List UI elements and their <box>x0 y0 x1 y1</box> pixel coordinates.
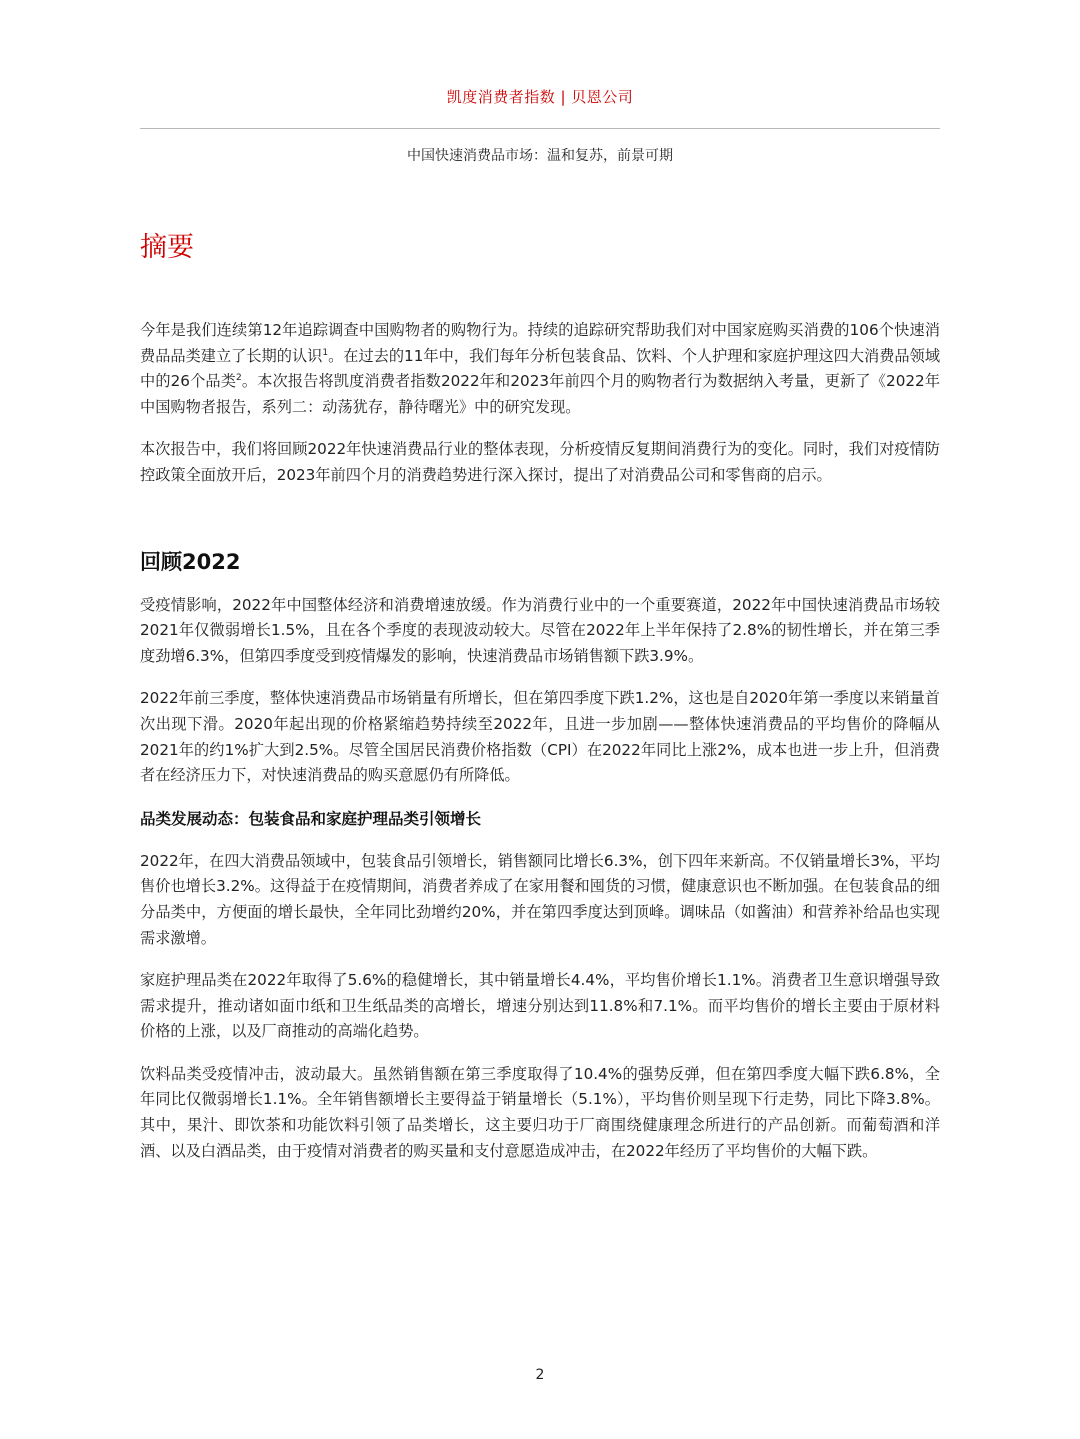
summary-p1-text-b: 。在过去的11年中，我们每年分析包装食品、饮料、个人护理和家庭护理这四大消费品领域中的26个品类 <box>140 346 941 391</box>
review-section-title: 回顾2022 <box>140 549 241 574</box>
summary-paragraph-1 <box>140 318 940 420</box>
summary-paragraph-2: 本次报告中，我们将回顾2022年快速消费品行业的整体表现，分析疫情反复期间消费行为的变化。同时，我们对疫情防控政策全面放开后，2023年前四个月的消费趋势进行深入探讨，提出了对消费品公司和零售商的启示。 <box>140 440 940 484</box>
header-divider <box>140 128 940 129</box>
footnote-ref-2[interactable]: 2 <box>236 373 242 384</box>
category-dynamics-subheading: 品类发展动态：包装食品和家庭护理品类引领增长 <box>140 809 482 828</box>
review-paragraph-1: 受疫情影响，2022年中国整体经济和消费增速放缓。作为消费行业中的一个重要赛道，2022年中国快速消费品市场较2021年仅微弱增长1.5%，且在各个季度的表现波动较大。尽管在2022年上半年保持了2.8%的韧性增长，并在第三季度劲增6.3%，但第四季度受到疫情爆发的影响，快速消费品市场销售额下跌3.9%。 <box>140 595 940 665</box>
review-paragraph-4: 家庭护理品类在2022年取得了5.6%的稳健增长，其中销量增长4.4%，平均售价增长1.1%。消费者卫生意识增强导致需求提升，推动诸如面巾纸和卫生纸品类的高增长，增速分别达到11.8%和7.1%。而平均售价的增长主要由于原材料价格的上涨，以及厂商推动的高端化趋势。 <box>140 971 940 1041</box>
summary-p1-text-a: 今年是我们连续第12年追踪调查中国购物者的购物行为。持续的追踪研究帮助我们对中国家庭购买消费的106个快速消费品品类建立了长期的认识 <box>140 321 940 365</box>
page-number: 2 <box>535 1367 545 1383</box>
review-paragraph-5: 饮料品类受疫情冲击，波动最大。虽然销售额在第三季度取得了10.4%的强势反弹，但在第四季度大幅下跌6.8%，全年同比仅微弱增长1.1%。全年销售额增长主要得益于销量增长（5.1%），平均售价则呈现下行走势，同比下降3.8%。其中，果汁、即饮茶和功能饮料引领了品类增长，这主要归功于厂商围绕健康理念所进行的产品创新。而葡萄酒和洋酒、以及白酒品类，由于疫情对消费者的购买量和支付意愿造成冲击，在2022年经历了平均售价的大幅下跌。 <box>140 1064 940 1160</box>
header-subtitle: 中国快速消费品市场：温和复苏，前景可期 <box>407 148 673 164</box>
summary-title: 摘要 <box>140 232 194 263</box>
review-paragraph-2: 2022年前三季度，整体快速消费品市场销量有所增长，但在第四季度下跌1.2%，这也是自2020年第一季度以来销量首次出现下滑。2020年起出现的价格紧缩趋势持续至2022年，且进一步加剧——整体快速消费品的平均售价的降幅从2021年的约1%扩大到2.5%。尽管全国居民消费价格指数（CPI）在2022年同比上涨2%，成本也进一步上升，但消费者在经济压力下，对快速消费品的购买意愿仍有所降低。 <box>140 689 940 785</box>
footnote-ref-1[interactable]: 1 <box>322 347 329 358</box>
review-paragraph-3: 2022年，在四大消费品领域中，包装食品引领增长，销售额同比增长6.3%，创下四年来新高。不仅销量增长3%，平均售价也增长3.2%。这得益于在疫情期间，消费者养成了在家用餐和囤货的习惯，健康意识也不断加强。在包装食品的细分品类中，方便面的增长最快，全年同比劲增约20%，并在第四季度达到顶峰。调味品（如酱油）和营养补给品也实现需求激增。 <box>140 851 940 947</box>
header-brand: 凯度消费者指数 | 贝恩公司 <box>446 88 634 106</box>
main-content <box>140 228 940 1181</box>
summary-p1-text-c: 。本次报告将凯度消费者指数2022年和2023年前四个月的购物者行为数据纳入考量，更新了《2022年中国购物者报告，系列二：动荡犹存，静待曙光》中的研究发现。 <box>140 372 941 416</box>
